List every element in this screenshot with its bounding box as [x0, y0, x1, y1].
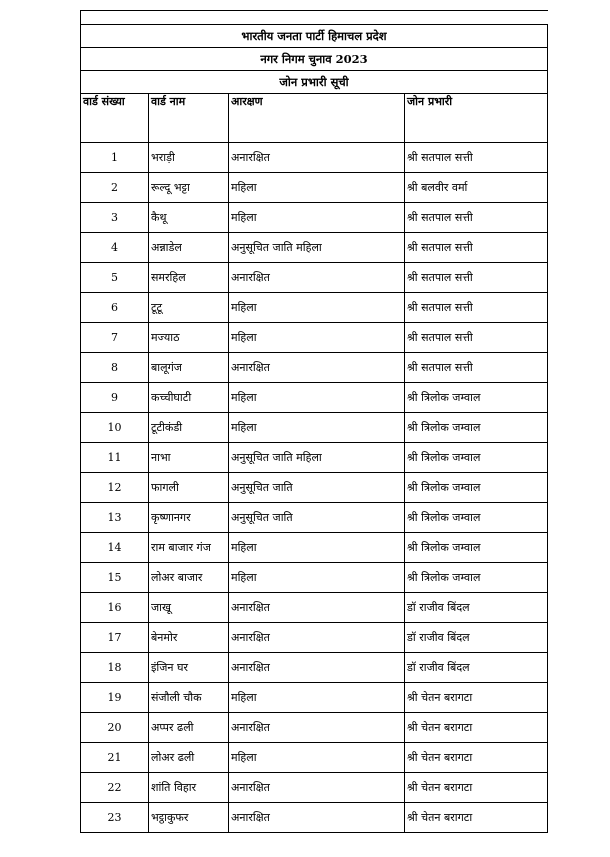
reservation-cell: अनुसूचित जाति महिला [229, 443, 405, 473]
zone-incharge-cell: श्री त्रिलोक जम्वाल [405, 503, 548, 533]
ward-name-cell: कैथू [149, 203, 229, 233]
ward-name-cell: भट्ठाकुफर [149, 803, 229, 833]
ward-name-cell: भराड़ी [149, 143, 229, 173]
ward-number-cell: 16 [81, 593, 149, 623]
ward-name-cell: अप्पर ढली [149, 713, 229, 743]
ward-name-cell: बेनमोर [149, 623, 229, 653]
ward-name-cell: मज्याठ [149, 323, 229, 353]
table-row [81, 143, 548, 173]
reservation-cell: महिला [229, 293, 405, 323]
ward-name-cell: कृष्णानगर [149, 503, 229, 533]
zone-incharge-cell: श्री सतपाल सत्ती [405, 143, 548, 173]
zone-incharge-cell: श्री सतपाल सत्ती [405, 353, 548, 383]
zone-incharge-cell: श्री त्रिलोक जम्वाल [405, 563, 548, 593]
reservation-cell: अनारक्षित [229, 713, 405, 743]
reservation-cell: महिला [229, 203, 405, 233]
reservation-cell: महिला [229, 173, 405, 203]
table-row [81, 503, 548, 533]
ward-number-cell: 3 [81, 203, 149, 233]
ward-number-cell: 13 [81, 503, 149, 533]
top-strip-row [81, 11, 548, 25]
ward-number-cell: 8 [81, 353, 149, 383]
title-row-election [81, 48, 548, 71]
ward-number-cell: 18 [81, 653, 149, 683]
zone-incharge-cell: श्री चेतन बरागटा [405, 713, 548, 743]
ward-name-cell: नाभा [149, 443, 229, 473]
reservation-cell: अनारक्षित [229, 773, 405, 803]
ward-name-cell: इंजिन घर [149, 653, 229, 683]
ward-number-cell: 19 [81, 683, 149, 713]
header-ward-number: वार्ड संख्या [81, 94, 149, 143]
ward-name-cell: शांति विहार [149, 773, 229, 803]
table-row [81, 323, 548, 353]
ward-number-cell: 10 [81, 413, 149, 443]
table-row [81, 623, 548, 653]
top-strip-cell [81, 11, 548, 25]
zone-incharge-cell: श्री त्रिलोक जम्वाल [405, 533, 548, 563]
reservation-cell: अनारक्षित [229, 803, 405, 833]
ward-number-cell: 22 [81, 773, 149, 803]
table-row [81, 173, 548, 203]
reservation-cell: महिला [229, 743, 405, 773]
title-row-party [81, 25, 548, 48]
table-row [81, 773, 548, 803]
header-ward-name: वार्ड नाम [149, 94, 229, 143]
table-row [81, 593, 548, 623]
reservation-cell: अनारक्षित [229, 653, 405, 683]
ward-number-cell: 6 [81, 293, 149, 323]
header-reservation: आरक्षण [229, 94, 405, 143]
zone-incharge-cell: श्री त्रिलोक जम्वाल [405, 443, 548, 473]
ward-name-cell: रूल्दू भट्टा [149, 173, 229, 203]
reservation-cell: महिला [229, 323, 405, 353]
table-row [81, 443, 548, 473]
ward-number-cell: 15 [81, 563, 149, 593]
table-body [81, 11, 548, 833]
table-row [81, 203, 548, 233]
ward-number-cell: 7 [81, 323, 149, 353]
ward-number-cell: 5 [81, 263, 149, 293]
table-row [81, 803, 548, 833]
ward-number-cell: 12 [81, 473, 149, 503]
ward-name-cell: बालूगंज [149, 353, 229, 383]
zone-incharge-cell: श्री चेतन बरागटा [405, 743, 548, 773]
ward-number-cell: 20 [81, 713, 149, 743]
ward-name-cell: अन्नाडेल [149, 233, 229, 263]
reservation-cell: महिला [229, 413, 405, 443]
table-row [81, 353, 548, 383]
zone-incharge-cell: श्री सतपाल सत्ती [405, 323, 548, 353]
ward-name-cell: लोअर बाजार [149, 563, 229, 593]
reservation-cell: अनारक्षित [229, 143, 405, 173]
zone-incharge-cell: श्री त्रिलोक जम्वाल [405, 413, 548, 443]
zone-incharge-cell: श्री सतपाल सत्ती [405, 293, 548, 323]
ward-name-cell: लोअर ढली [149, 743, 229, 773]
ward-name-cell: राम बाजार गंज [149, 533, 229, 563]
table-row [81, 683, 548, 713]
table-row [81, 473, 548, 503]
ward-number-cell: 9 [81, 383, 149, 413]
party-title: भारतीय जनता पार्टी हिमाचल प्रदेश [81, 25, 548, 48]
reservation-cell: अनारक्षित [229, 593, 405, 623]
zone-incharge-cell: श्री बलवीर वर्मा [405, 173, 548, 203]
ward-number-cell: 23 [81, 803, 149, 833]
zone-incharge-cell: श्री चेतन बरागटा [405, 773, 548, 803]
header-row [81, 94, 548, 143]
table-row [81, 713, 548, 743]
zone-incharge-cell: डॉ राजीव बिंदल [405, 593, 548, 623]
reservation-cell: महिला [229, 533, 405, 563]
table-row [81, 263, 548, 293]
zone-incharge-cell: श्री सतपाल सत्ती [405, 263, 548, 293]
ward-name-cell: फागली [149, 473, 229, 503]
ward-name-cell: समरहिल [149, 263, 229, 293]
table-row [81, 743, 548, 773]
ward-number-cell: 11 [81, 443, 149, 473]
reservation-cell: अनारक्षित [229, 353, 405, 383]
ward-number-cell: 14 [81, 533, 149, 563]
ward-number-cell: 4 [81, 233, 149, 263]
ward-number-cell: 17 [81, 623, 149, 653]
ward-number-cell: 21 [81, 743, 149, 773]
election-title: नगर निगम चुनाव 2023 [81, 48, 548, 71]
zone-incharge-cell: डॉ राजीव बिंदल [405, 653, 548, 683]
title-row-list [81, 71, 548, 94]
reservation-cell: अनुसूचित जाति महिला [229, 233, 405, 263]
ward-name-cell: संजौली चौक [149, 683, 229, 713]
zone-incharge-cell: श्री सतपाल सत्ती [405, 233, 548, 263]
ward-name-cell: टूटू [149, 293, 229, 323]
reservation-cell: अनारक्षित [229, 263, 405, 293]
table-row [81, 413, 548, 443]
table-row [81, 383, 548, 413]
header-zone-incharge: जोन प्रभारी [405, 94, 548, 143]
list-title: जोन प्रभारी सूची [81, 71, 548, 94]
ward-name-cell: कच्चीघाटी [149, 383, 229, 413]
reservation-cell: महिला [229, 563, 405, 593]
zone-incharge-cell: श्री चेतन बरागटा [405, 803, 548, 833]
zone-incharge-cell: श्री त्रिलोक जम्वाल [405, 473, 548, 503]
table-row [81, 563, 548, 593]
ward-name-cell: टूटीकंडी [149, 413, 229, 443]
zone-incharge-cell: डॉ राजीव बिंदल [405, 623, 548, 653]
ward-number-cell: 1 [81, 143, 149, 173]
table-row [81, 233, 548, 263]
reservation-cell: अनुसूचित जाति [229, 473, 405, 503]
reservation-cell: महिला [229, 383, 405, 413]
table-row [81, 533, 548, 563]
zone-incharge-cell: श्री चेतन बरागटा [405, 683, 548, 713]
table-row [81, 653, 548, 683]
zone-incharge-table [80, 10, 548, 833]
table-row [81, 293, 548, 323]
ward-number-cell: 2 [81, 173, 149, 203]
reservation-cell: महिला [229, 683, 405, 713]
ward-name-cell: जाखू [149, 593, 229, 623]
reservation-cell: अनुसूचित जाति [229, 503, 405, 533]
zone-incharge-cell: श्री त्रिलोक जम्वाल [405, 383, 548, 413]
zone-incharge-cell: श्री सतपाल सत्ती [405, 203, 548, 233]
reservation-cell: अनारक्षित [229, 623, 405, 653]
